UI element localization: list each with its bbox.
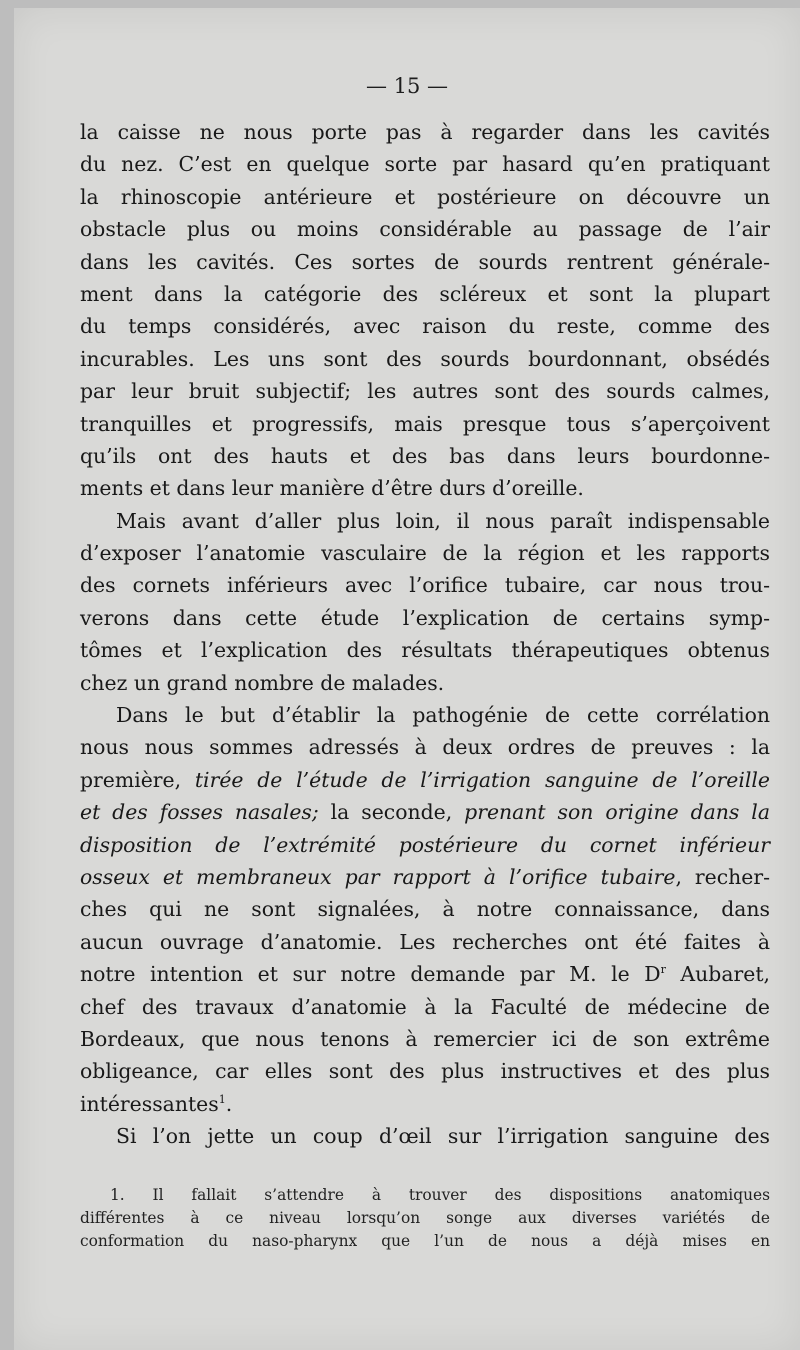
text-run: Dans le but d’établir la pathogénie de cette corrélation (116, 703, 770, 728)
footnote (80, 1184, 770, 1253)
footnote-line (80, 1184, 770, 1207)
text-line (80, 408, 770, 440)
text-line (80, 148, 770, 180)
text-line (80, 829, 770, 861)
text-run: Mais avant d’aller plus loin, il nous paraît indispensable (116, 508, 770, 533)
text-line (80, 699, 770, 731)
text-line (80, 181, 770, 213)
text-run: Aubaret, (665, 962, 770, 987)
text-line (80, 991, 770, 1023)
text-run: du temps considérés, avec raison du reste, comme des (80, 314, 770, 339)
text-line (80, 958, 770, 990)
text-line (80, 667, 770, 699)
text-run: la caisse ne nous porte pas à regarder dans les cavités (80, 120, 770, 144)
page-number: — 15 — (365, 74, 449, 98)
text-line (80, 472, 770, 504)
text-run: ches qui ne sont signalées, à notre connaissance, dans (80, 897, 770, 922)
text-line (80, 246, 770, 278)
text-line (80, 505, 770, 537)
text-line (80, 1120, 770, 1152)
text-run: chef des travaux d’anatomie à la Faculté de médecine de (80, 994, 770, 1019)
italic-text: osseux et membraneux par rapport à l’orifice tubaire (80, 864, 676, 889)
superscript: r (660, 963, 666, 977)
text-run: conformation du naso-pharynx que l’un de nous a déjà mises en (80, 1232, 770, 1250)
text-line (80, 1023, 770, 1055)
text-line (80, 116, 770, 148)
text-run: Si l’on jette un coup d’œil sur l’irrigation sanguine des (116, 1124, 770, 1149)
text-line (80, 569, 770, 601)
superscript: 1 (218, 1092, 226, 1106)
text-line (80, 310, 770, 342)
book-page (14, 8, 800, 1350)
text-line (80, 796, 770, 828)
body-text (80, 116, 770, 1153)
text-line (80, 1055, 770, 1087)
italic-text: tirée de l’étude de l’irrigation sanguine de l’oreille (194, 767, 770, 792)
text-run: dans les cavités. Ces sortes de sourds rentrent générale- (80, 249, 770, 274)
text-line (80, 278, 770, 310)
text-run: obligeance, car elles sont des plus instructives et des plus (80, 1059, 770, 1084)
text-run: verons dans cette étude l’explication de certains symp- (80, 605, 770, 630)
text-run: des cornets inférieurs avec l’orifice tubaire, car nous trou- (80, 573, 770, 598)
footnote-line (80, 1207, 770, 1230)
text-run: qu’ils ont des hauts et des bas dans leurs bourdonne- (80, 443, 770, 468)
footnote-line (80, 1230, 770, 1253)
italic-text: prenant son origine dans la (464, 800, 770, 825)
text-run: , recher- (675, 864, 770, 889)
text-line (80, 375, 770, 407)
text-run: incurables. Les uns sont des sourds bourdonnant, obsédés (80, 346, 770, 371)
text-run: 1. Il fallait s’attendre à trouver des dispositions anatomiques (110, 1186, 770, 1204)
text-run: aucun ouvrage d’anatomie. Les recherches ont été faites à (80, 929, 770, 954)
text-run: ments et dans leur manière d’être durs d’oreille. (80, 476, 584, 501)
text-line (80, 1088, 770, 1120)
text-line (80, 343, 770, 375)
text-run: première, (80, 767, 195, 792)
text-run: la rhinoscopie antérieure et postérieure on découvre un (80, 184, 770, 209)
text-line (80, 634, 770, 666)
text-run: nous nous sommes adressés à deux ordres de preuves : la (80, 735, 770, 760)
text-line (80, 764, 770, 796)
text-run: ment dans la catégorie des scléreux et sont la plupart (80, 281, 770, 306)
text-line (80, 440, 770, 472)
italic-text: disposition de l’extrémité postérieure du cornet inférieur (80, 832, 770, 857)
text-run: différentes à ce niveau lorsqu’on songe aux diverses variétés de (80, 1209, 770, 1227)
text-line (80, 213, 770, 245)
text-line (80, 537, 770, 569)
text-line (80, 926, 770, 958)
text-run: obstacle plus ou moins considérable au passage de l’air (80, 217, 770, 242)
text-run: tranquilles et progressifs, mais presque tous s’aperçoivent (80, 411, 770, 436)
text-line (80, 731, 770, 763)
text-run: intéressantes (80, 1091, 219, 1116)
text-line (80, 861, 770, 893)
text-run: . (225, 1091, 233, 1116)
text-run: par leur bruit subjectif; les autres sont des sourds calmes, (80, 379, 770, 404)
text-run: la seconde, (318, 800, 465, 825)
text-run: chez un grand nombre de malades. (80, 670, 445, 695)
text-line (80, 893, 770, 925)
text-run: tômes et l’explication des résultats thérapeutiques obtenus (80, 638, 770, 663)
text-run: du nez. C’est en quelque sorte par hasard qu’en pratiquant (80, 152, 770, 177)
italic-text: et des fosses nasales; (80, 800, 319, 825)
text-run: Bordeaux, que nous tenons à remercier ici de son extrême (80, 1026, 770, 1051)
text-run: notre intention et sur notre demande par M. le D (80, 962, 661, 987)
text-run: d’exposer l’anatomie vasculaire de la région et les rapports (80, 541, 770, 566)
text-line (80, 602, 770, 634)
